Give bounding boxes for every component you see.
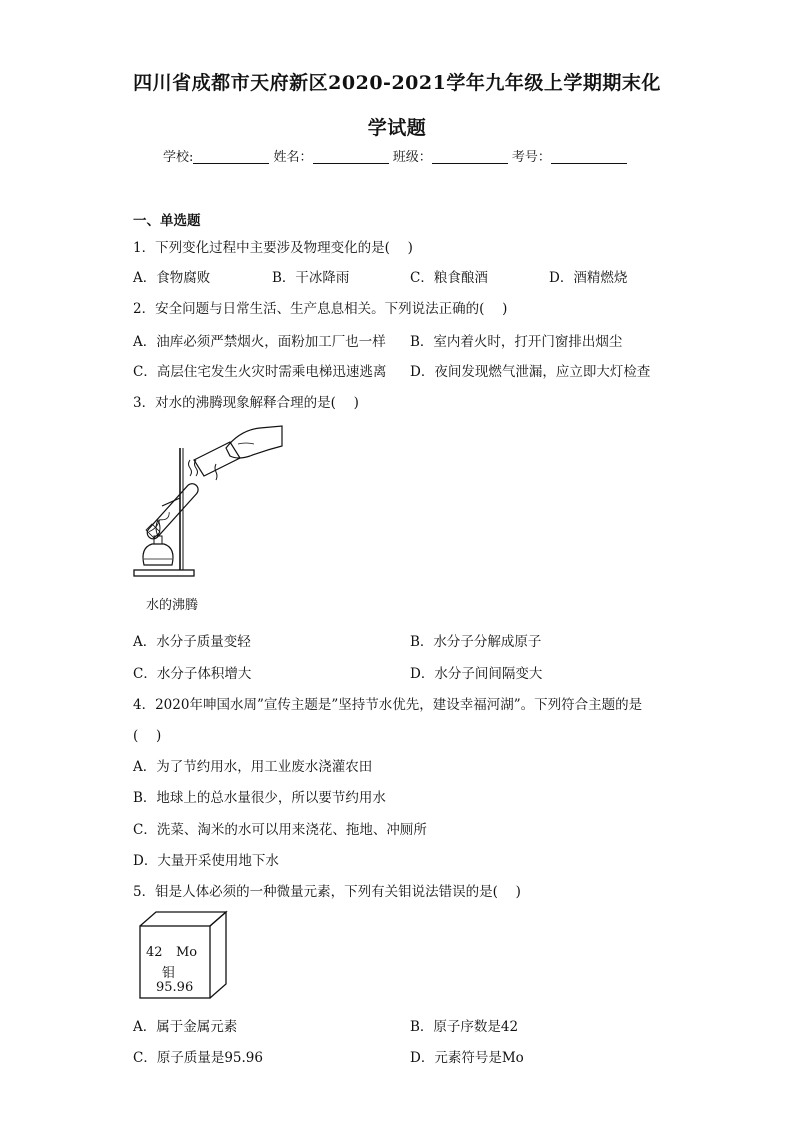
name-label: 姓名：	[273, 150, 313, 165]
exam-title-line2: 学试题	[367, 117, 427, 139]
question-5-option-d[interactable]: D．元素符号是Mo	[410, 1050, 524, 1066]
element-name: 钼	[162, 966, 176, 981]
question-3-option-a[interactable]: A．水分子质量变轻	[133, 634, 251, 650]
question-1-stem: 1．下列变化过程中主要涉及物理变化的是( )	[133, 240, 413, 256]
question-1-option-c[interactable]: C．粮食酿酒	[410, 270, 488, 286]
question-3-option-c[interactable]: C．水分子体积增大	[133, 666, 252, 682]
question-5-stem: 5．钼是人体必须的一种微量元素，下列有关钼说法错误的是( )	[133, 884, 521, 900]
exam-number-blank[interactable]	[551, 149, 627, 164]
question-2-stem: 2．安全问题与日常生活、生产息息相关。下列说法正确的( )	[133, 301, 508, 317]
question-4-stem-line2: ( )	[133, 728, 162, 744]
element-atomic-mass: 95.96	[156, 980, 194, 995]
question-1-option-b[interactable]: B．干冰降雨	[272, 270, 350, 286]
glass-slide	[194, 442, 240, 476]
name-blank[interactable]	[313, 149, 389, 164]
exam-number-label: 考号：	[511, 150, 551, 165]
exam-title-line1: 四川省成都市天府新区2020-2021学年九年级上学期期末化	[133, 72, 661, 94]
question-2-option-b[interactable]: B．室内着火时，打开门窗排出烟尘	[410, 334, 623, 350]
stand-base	[134, 570, 194, 576]
student-info-row	[163, 146, 627, 165]
section-heading: 一、单选题	[133, 213, 201, 229]
element-symbol: Mo	[176, 945, 198, 960]
question-1-option-a[interactable]: A．食物腐败	[133, 270, 211, 286]
question-4-stem-line1: 4．2020年呻国水周”宣传主题是”坚持节水优先，建设幸福河湖”。下列符合主题的是	[133, 697, 643, 713]
element-atomic-number: 42	[146, 945, 163, 960]
class-label: 班级：	[392, 150, 432, 165]
question-5-option-a[interactable]: A．属于金属元素	[133, 1019, 238, 1035]
question-3-stem: 3．对水的沸腾现象解释合理的是( )	[133, 395, 359, 411]
element-card-side	[210, 912, 226, 998]
alcohol-lamp	[143, 544, 173, 565]
question-5-option-b[interactable]: B．原子序数是42	[410, 1019, 519, 1035]
question-5-option-c[interactable]: C．原子质量是95.96	[133, 1050, 263, 1066]
question-2-option-c[interactable]: C．高层住宅发生火灾时需乘电梯迅速逃离	[133, 364, 387, 380]
test-tube	[145, 481, 201, 541]
question-2-option-a[interactable]: A．油库必须严禁烟火，面粉加工厂也一样	[133, 334, 386, 350]
hand	[226, 426, 282, 458]
class-blank[interactable]	[432, 149, 508, 164]
school-blank[interactable]	[193, 149, 269, 164]
water-boiling-apparatus-figure	[130, 420, 290, 585]
school-label: 学校:	[163, 150, 194, 165]
question-4-option-b[interactable]: B．地球上的总水量很少，所以要节约用水	[133, 790, 386, 806]
question-1-option-d[interactable]: D．酒精燃烧	[549, 270, 628, 286]
question-3-option-d[interactable]: D．水分子间间隔变大	[410, 666, 543, 682]
question-3-option-b[interactable]: B．水分子分解成原子	[410, 634, 542, 650]
figure-caption: 水的沸腾	[146, 598, 199, 613]
question-4-option-a[interactable]: A．为了节约用水，用工业废水浇灌农田	[133, 759, 373, 775]
question-4-option-d[interactable]: D．大量开采使用地下水	[133, 853, 279, 869]
question-4-option-c[interactable]: C．洗菜、淘米的水可以用来浇花、拖地、冲厕所	[133, 822, 427, 838]
question-2-option-d[interactable]: D．夜间发现燃气泄漏，应立即大灯检查	[410, 364, 651, 380]
